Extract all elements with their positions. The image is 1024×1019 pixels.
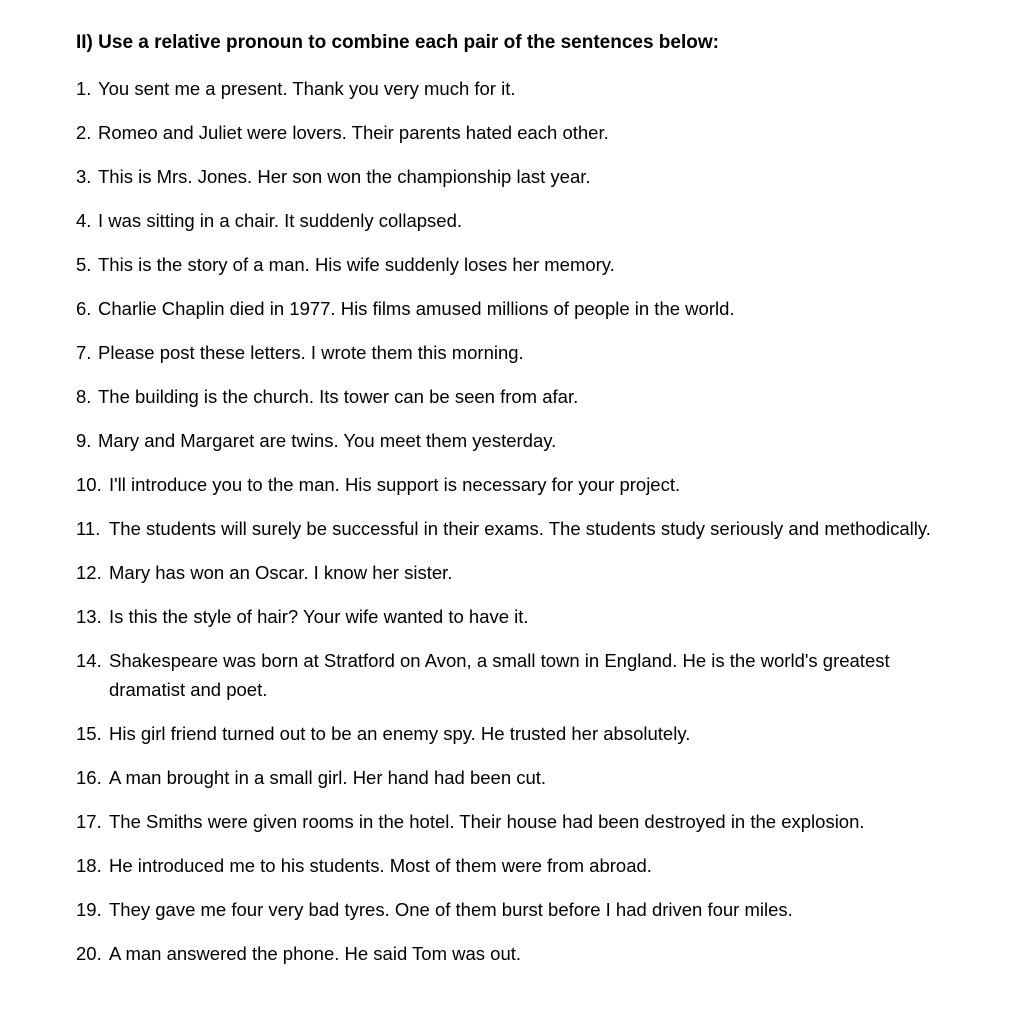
list-item [76,470,948,499]
item-number: 6. [76,298,92,319]
item-text: His girl friend turned out to be an enemy spy. He trusted her absolutely. [109,723,691,744]
list-item [76,74,948,103]
worksheet-page [76,30,948,983]
item-text: Shakespeare was born at Stratford on Avon, a small town in England. He is the world's greatest dramatist and poet. [109,650,890,700]
item-number: 16. [76,767,102,788]
item-number: 4. [76,210,92,231]
item-text: I was sitting in a chair. It suddenly collapsed. [98,210,463,231]
item-text: They gave me four very bad tyres. One of them burst before I had driven four miles. [109,899,793,920]
item-text: This is Mrs. Jones. Her son won the championship last year. [98,166,591,187]
item-text: The students will surely be successful in their exams. The students study seriously and methodically. [109,518,931,539]
list-item [76,807,948,836]
list-item [76,939,948,968]
item-number: 2. [76,122,92,143]
item-text: You sent me a present. Thank you very much for it. [98,78,516,99]
item-number: 19. [76,899,102,920]
item-text: A man brought in a small girl. Her hand had been cut. [109,767,547,788]
item-text: The Smiths were given rooms in the hotel. Their house had been destroyed in the explosion. [109,811,865,832]
list-item [76,895,948,924]
list-item [76,646,948,704]
item-number: 10. [76,474,102,495]
item-number: 8. [76,386,92,407]
item-number: 11. [76,518,101,539]
list-item [76,514,948,543]
item-number: 5. [76,254,92,275]
list-item [76,382,948,411]
item-text: I'll introduce you to the man. His support is necessary for your project. [109,474,681,495]
item-number: 3. [76,166,92,187]
list-item [76,763,948,792]
list-item [76,206,948,235]
item-number: 17. [76,811,102,832]
list-item [76,851,948,880]
list-item [76,118,948,147]
list-item [76,294,948,323]
item-number: 12. [76,562,102,583]
list-item [76,162,948,191]
item-text: Romeo and Juliet were lovers. Their parents hated each other. [98,122,609,143]
list-item [76,426,948,455]
list-item [76,338,948,367]
item-text: Please post these letters. I wrote them this morning. [98,342,524,363]
item-number: 9. [76,430,92,451]
list-item [76,558,948,587]
item-number: 15. [76,723,102,744]
item-text: Is this the style of hair? Your wife wanted to have it. [109,606,529,627]
item-text: He introduced me to his students. Most of them were from abroad. [109,855,652,876]
item-text: This is the story of a man. His wife suddenly loses her memory. [98,254,615,275]
sentence-list [76,74,948,968]
item-number: 13. [76,606,102,627]
item-text: Mary and Margaret are twins. You meet them yesterday. [98,430,557,451]
item-number: 18. [76,855,102,876]
item-text: A man answered the phone. He said Tom was out. [109,943,522,964]
item-number: 14. [76,650,102,671]
list-item [76,250,948,279]
item-number: 20. [76,943,102,964]
exercise-heading: II) Use a relative pronoun to combine each pair of the sentences below: [76,32,719,53]
item-text: Mary has won an Oscar. I know her sister. [109,562,453,583]
item-number: 1. [76,78,92,99]
item-number: 7. [76,342,92,363]
list-item [76,719,948,748]
item-text: Charlie Chaplin died in 1977. His films amused millions of people in the world. [98,298,735,319]
item-text: The building is the church. Its tower can be seen from afar. [98,386,579,407]
list-item [76,602,948,631]
